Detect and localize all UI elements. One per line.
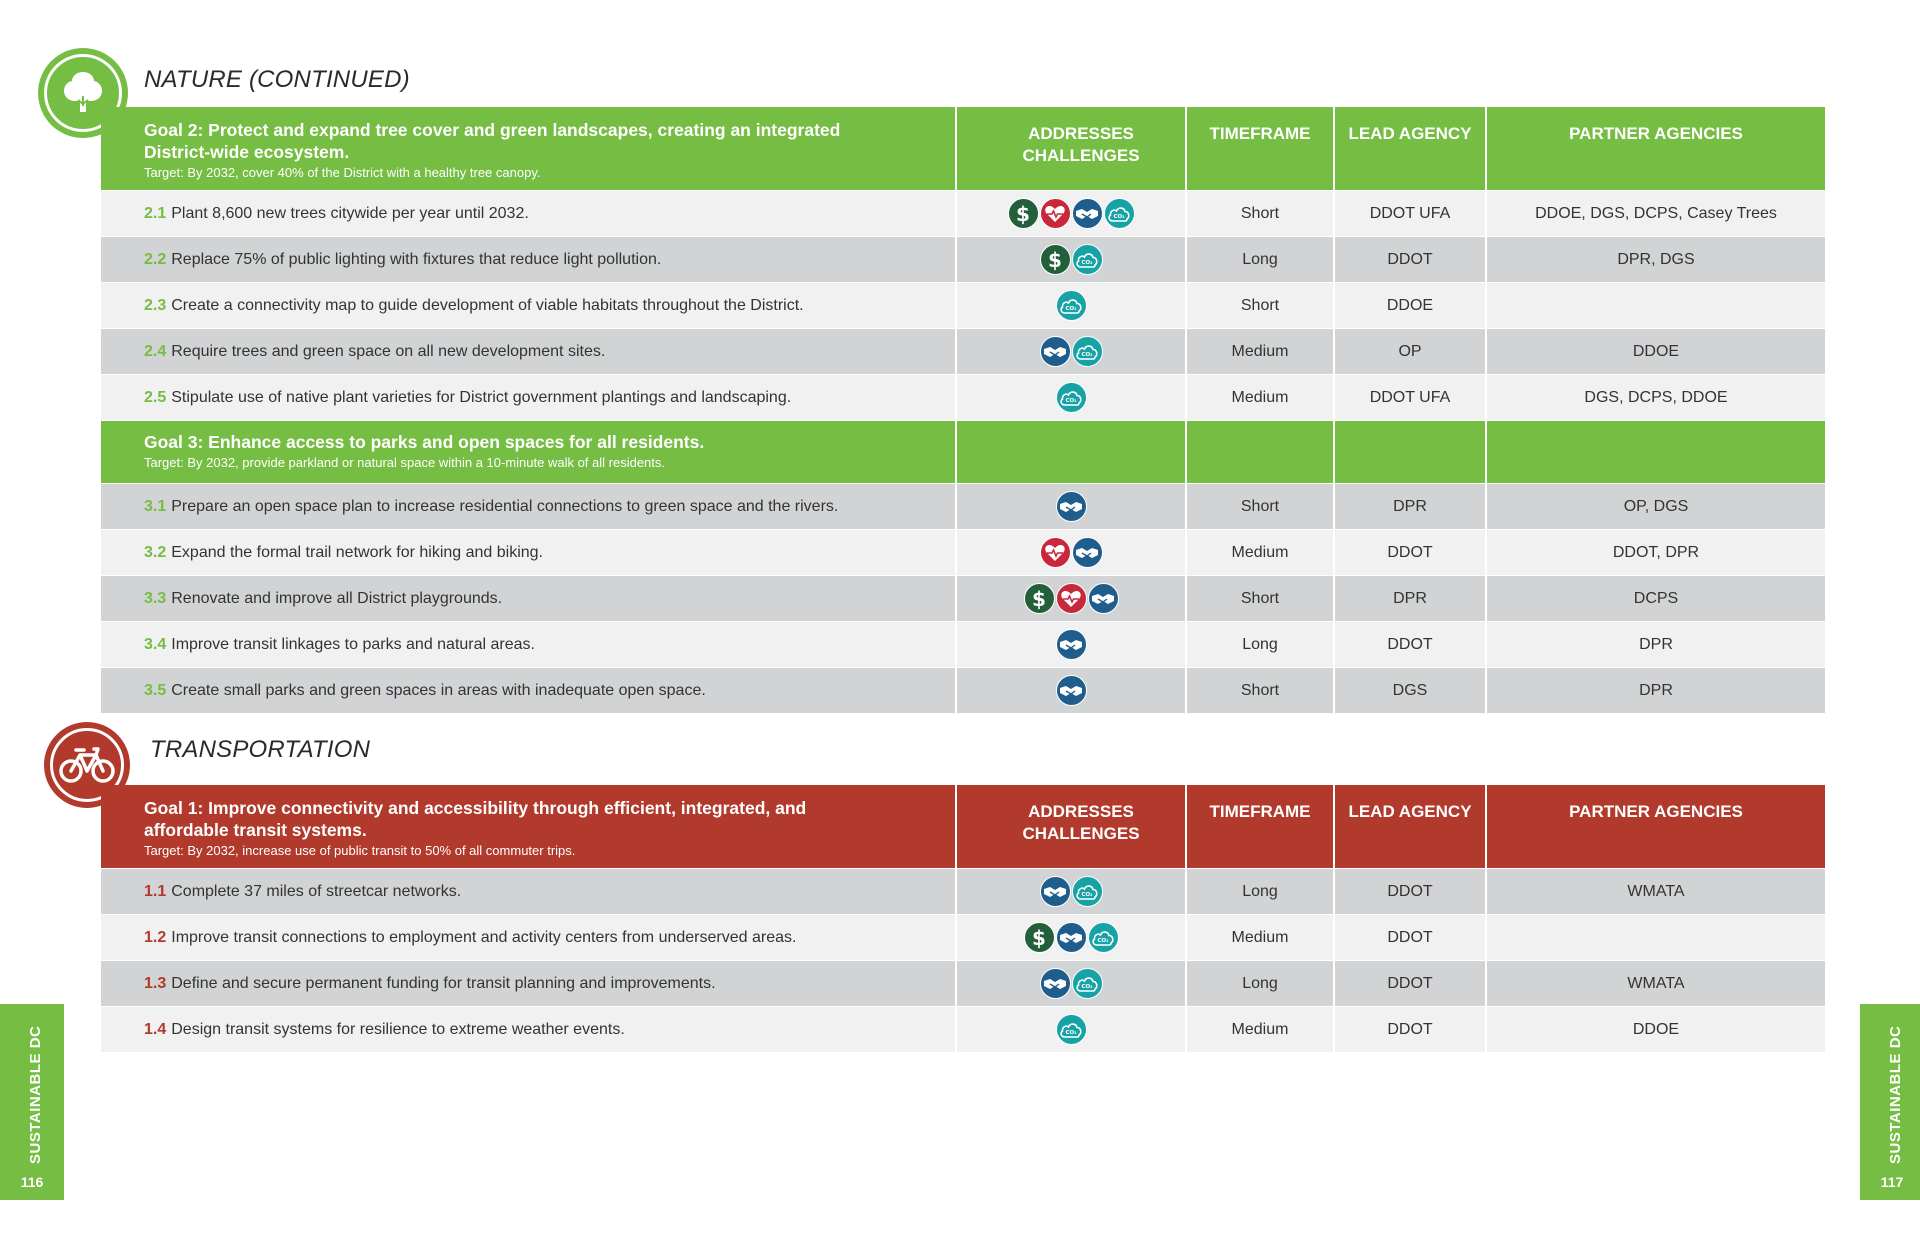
co2-cloud-icon bbox=[1088, 922, 1119, 953]
svg-text:CO₂: CO₂ bbox=[1065, 397, 1077, 404]
right-tab-label: SUSTAINABLE DC bbox=[1887, 1025, 1904, 1164]
table-row bbox=[101, 960, 1825, 1006]
co2-cloud-icon bbox=[1072, 244, 1103, 275]
goal3-header bbox=[101, 420, 1825, 483]
timeframe-cell: Short bbox=[1187, 191, 1335, 236]
action-text-cell bbox=[101, 668, 957, 713]
lead-agency-cell: DPR bbox=[1335, 576, 1487, 621]
challenges-icons-cell bbox=[957, 576, 1187, 621]
dollar-icon bbox=[1024, 583, 1055, 614]
action-text: Replace 75% of public lighting with fixtures that reduce light pollution. bbox=[171, 250, 662, 268]
goal3-rows bbox=[101, 483, 1825, 713]
action-number: 1.2 bbox=[144, 928, 167, 946]
svg-text:CO₂: CO₂ bbox=[1081, 259, 1093, 266]
timeframe-cell: Medium bbox=[1187, 1007, 1335, 1052]
transportation-goal1-table bbox=[101, 785, 1825, 1052]
action-text: Stipulate use of native plant varieties for District government plantings and landscaping. bbox=[171, 388, 792, 406]
co2-cloud-icon bbox=[1072, 876, 1103, 907]
action-text-cell bbox=[101, 530, 957, 575]
timeframe-cell: Medium bbox=[1187, 329, 1335, 374]
goal3-target: Target: By 2032, provide parkland or natural space within a 10-minute walk of all residents. bbox=[144, 455, 666, 470]
goal2-rows bbox=[101, 190, 1825, 420]
action-text: Create a connectivity map to guide development of viable habitats throughout the District. bbox=[171, 296, 804, 314]
dollar-icon bbox=[1024, 922, 1055, 953]
transport-goal1-title: Goal 1: Improve connectivity and accessibility through efficient, integrated, and affordable transit systems. bbox=[144, 798, 807, 840]
svg-text:CO₂: CO₂ bbox=[1113, 213, 1125, 220]
col-partner-agencies: PARTNER AGENCIES bbox=[1569, 124, 1743, 143]
table-row bbox=[101, 483, 1825, 529]
col-lead-agency: LEAD AGENCY bbox=[1335, 107, 1487, 190]
svg-text:CO₂: CO₂ bbox=[1065, 305, 1077, 312]
lead-agency-cell: DDOT bbox=[1335, 869, 1487, 914]
action-text-cell bbox=[101, 622, 957, 667]
co2-cloud-icon bbox=[1056, 1014, 1087, 1045]
goal3-empty-lead bbox=[1335, 421, 1487, 483]
transport-goal1-header bbox=[101, 785, 1825, 868]
action-text: Require trees and green space on all new development sites. bbox=[171, 342, 606, 360]
timeframe-cell: Medium bbox=[1187, 530, 1335, 575]
action-text: Define and secure permanent funding for transit planning and improvements. bbox=[171, 974, 716, 992]
goal3-title: Goal 3: Enhance access to parks and open spaces for all residents. bbox=[144, 432, 705, 452]
action-text-cell bbox=[101, 329, 957, 374]
action-number: 3.1 bbox=[144, 497, 167, 515]
challenges-icons-cell bbox=[957, 1007, 1187, 1052]
col-timeframe: TIMEFRAME bbox=[1187, 107, 1335, 190]
timeframe-cell: Long bbox=[1187, 961, 1335, 1006]
partner-agencies-cell bbox=[1487, 915, 1825, 960]
svg-text:$: $ bbox=[1048, 248, 1062, 271]
table-row bbox=[101, 328, 1825, 374]
goal3-empty-timeframe bbox=[1187, 421, 1335, 483]
action-text-cell bbox=[101, 869, 957, 914]
partner-agencies-cell: DPR, DGS bbox=[1617, 250, 1695, 268]
handshake-icon bbox=[1040, 336, 1071, 367]
challenges-icons-cell bbox=[957, 237, 1187, 282]
handshake-icon bbox=[1056, 922, 1087, 953]
lead-agency-cell: DDOT bbox=[1335, 915, 1487, 960]
svg-text:CO₂: CO₂ bbox=[1081, 891, 1093, 898]
action-text: Renovate and improve all District playgrounds. bbox=[171, 589, 503, 607]
action-number: 1.4 bbox=[144, 1020, 167, 1038]
col-lead-agency-transport: LEAD AGENCY bbox=[1335, 785, 1487, 868]
svg-text:CO₂: CO₂ bbox=[1081, 351, 1093, 358]
co2-cloud-icon bbox=[1072, 968, 1103, 999]
timeframe-cell: Long bbox=[1187, 622, 1335, 667]
action-number: 1.3 bbox=[144, 974, 167, 992]
action-text: Plant 8,600 new trees citywide per year until 2032. bbox=[171, 204, 529, 222]
challenges-icons-cell bbox=[957, 961, 1187, 1006]
action-text-cell bbox=[101, 191, 957, 236]
goal3-empty-partners bbox=[1487, 421, 1825, 483]
table-row bbox=[101, 190, 1825, 236]
timeframe-cell: Short bbox=[1187, 576, 1335, 621]
svg-text:CO₂: CO₂ bbox=[1081, 983, 1093, 990]
right-page-tab bbox=[1860, 1004, 1920, 1200]
action-text: Improve transit linkages to parks and natural areas. bbox=[171, 635, 535, 653]
dollar-icon bbox=[1008, 198, 1039, 229]
handshake-icon bbox=[1040, 876, 1071, 907]
svg-text:CO₂: CO₂ bbox=[1097, 937, 1109, 944]
table-row bbox=[101, 868, 1825, 914]
bicycle-icon bbox=[58, 745, 116, 785]
lead-agency-cell: DDOT bbox=[1335, 530, 1487, 575]
handshake-icon bbox=[1056, 491, 1087, 522]
partner-agencies-cell: WMATA bbox=[1627, 974, 1685, 992]
col-addresses-challenges-transport: ADDRESSES CHALLENGES bbox=[957, 785, 1187, 868]
svg-text:$: $ bbox=[1016, 202, 1030, 225]
action-number: 2.3 bbox=[144, 296, 167, 314]
table-row bbox=[101, 621, 1825, 667]
handshake-icon bbox=[1040, 968, 1071, 999]
action-number: 3.2 bbox=[144, 543, 167, 561]
lead-agency-cell: DDOT bbox=[1335, 1007, 1487, 1052]
action-text-cell bbox=[101, 961, 957, 1006]
goal2-target: Target: By 2032, cover 40% of the District with a healthy tree canopy. bbox=[144, 165, 541, 180]
action-text-cell bbox=[101, 915, 957, 960]
left-page-tab bbox=[0, 1004, 64, 1200]
dollar-icon bbox=[1040, 244, 1071, 275]
action-text: Expand the formal trail network for hiking and biking. bbox=[171, 543, 543, 561]
partner-agencies-cell: OP, DGS bbox=[1623, 497, 1689, 515]
challenges-icons-cell bbox=[957, 622, 1187, 667]
action-text: Create small parks and green spaces in areas with inadequate open space. bbox=[171, 681, 706, 699]
challenges-icons-cell bbox=[957, 329, 1187, 374]
goal2-title: Goal 2: Protect and expand tree cover and green landscapes, creating an integrated District-wide ecosystem. bbox=[144, 120, 841, 162]
goal2-header bbox=[101, 107, 1825, 190]
transport-goal1-target: Target: By 2032, increase use of public transit to 50% of all commuter trips. bbox=[144, 843, 576, 858]
goal3-cell bbox=[101, 421, 957, 483]
partner-agencies-cell: DPR bbox=[1639, 635, 1673, 653]
handshake-icon bbox=[1072, 198, 1103, 229]
action-text: Complete 37 miles of streetcar networks. bbox=[171, 882, 462, 900]
left-tab-label: SUSTAINABLE DC bbox=[27, 1025, 44, 1164]
table-row bbox=[101, 1006, 1825, 1052]
timeframe-cell: Short bbox=[1187, 484, 1335, 529]
col-timeframe-transport: TIMEFRAME bbox=[1187, 785, 1335, 868]
action-number: 2.4 bbox=[144, 342, 167, 360]
lead-agency-cell: DDOT bbox=[1335, 237, 1487, 282]
svg-text:$: $ bbox=[1032, 587, 1046, 610]
partner-agencies-cell: DPR bbox=[1639, 681, 1673, 699]
challenges-icons-cell bbox=[957, 375, 1187, 420]
co2-cloud-icon bbox=[1056, 382, 1087, 413]
handshake-icon bbox=[1056, 675, 1087, 706]
lead-agency-cell: DGS bbox=[1335, 668, 1487, 713]
right-page-number: 117 bbox=[1880, 1174, 1904, 1190]
nature-goal2-table bbox=[101, 107, 1825, 713]
action-text: Improve transit connections to employment and activity centers from underserved areas. bbox=[171, 928, 797, 946]
action-text-cell bbox=[101, 484, 957, 529]
co2-cloud-icon bbox=[1056, 290, 1087, 321]
timeframe-cell: Short bbox=[1187, 283, 1335, 328]
partner-agencies-cell bbox=[1487, 283, 1825, 328]
handshake-icon bbox=[1056, 629, 1087, 660]
section-title-transportation: TRANSPORTATION bbox=[150, 736, 371, 763]
action-number: 2.1 bbox=[144, 204, 167, 222]
table-row bbox=[101, 667, 1825, 713]
lead-agency-cell: DDOT bbox=[1335, 961, 1487, 1006]
lead-agency-cell: DDOT UFA bbox=[1335, 191, 1487, 236]
action-number: 3.3 bbox=[144, 589, 167, 607]
timeframe-cell: Long bbox=[1187, 869, 1335, 914]
lead-agency-cell: DDOT UFA bbox=[1335, 375, 1487, 420]
goal2-cell bbox=[101, 107, 957, 190]
action-text-cell bbox=[101, 237, 957, 282]
heart-pulse-icon bbox=[1040, 198, 1071, 229]
transport-goal1-cell bbox=[101, 785, 957, 868]
co2-cloud-icon bbox=[1072, 336, 1103, 367]
action-number: 1.1 bbox=[144, 882, 167, 900]
heart-pulse-icon bbox=[1040, 537, 1071, 568]
col-partner-agencies-transport: PARTNER AGENCIES bbox=[1569, 802, 1743, 821]
partner-agencies-cell: DDOE bbox=[1632, 1020, 1680, 1038]
lead-agency-cell: OP bbox=[1335, 329, 1487, 374]
action-text: Design transit systems for resilience to extreme weather events. bbox=[171, 1020, 625, 1038]
partner-agencies-cell: DGS, DCPS, DDOE bbox=[1584, 388, 1728, 406]
challenges-icons-cell bbox=[957, 869, 1187, 914]
partner-agencies-cell: WMATA bbox=[1627, 882, 1685, 900]
left-page-number: 116 bbox=[20, 1174, 44, 1190]
table-row bbox=[101, 529, 1825, 575]
action-text-cell bbox=[101, 1007, 957, 1052]
challenges-icons-cell bbox=[957, 530, 1187, 575]
action-number: 3.4 bbox=[144, 635, 167, 653]
transport-goal1-rows bbox=[101, 868, 1825, 1052]
challenges-icons-cell bbox=[957, 915, 1187, 960]
partner-agencies-cell: DDOE, DGS, DCPS, Casey Trees bbox=[1535, 204, 1777, 222]
table-row bbox=[101, 914, 1825, 960]
challenges-icons-cell bbox=[957, 668, 1187, 713]
table-row bbox=[101, 374, 1825, 420]
action-number: 2.2 bbox=[144, 250, 167, 268]
lead-agency-cell: DDOT bbox=[1335, 622, 1487, 667]
action-text-cell bbox=[101, 375, 957, 420]
action-number: 3.5 bbox=[144, 681, 167, 699]
action-number: 2.5 bbox=[144, 388, 167, 406]
svg-text:CO₂: CO₂ bbox=[1065, 1029, 1077, 1036]
partner-agencies-cell: DCPS bbox=[1633, 589, 1679, 607]
action-text-cell bbox=[101, 283, 957, 328]
handshake-icon bbox=[1088, 583, 1119, 614]
lead-agency-cell: DDOE bbox=[1335, 283, 1487, 328]
lead-agency-cell: DPR bbox=[1335, 484, 1487, 529]
timeframe-cell: Short bbox=[1187, 668, 1335, 713]
action-text-cell bbox=[101, 576, 957, 621]
table-row bbox=[101, 575, 1825, 621]
co2-cloud-icon bbox=[1104, 198, 1135, 229]
goal3-empty-addresses bbox=[957, 421, 1187, 483]
challenges-icons-cell bbox=[957, 191, 1187, 236]
handshake-icon bbox=[1072, 537, 1103, 568]
table-row bbox=[101, 282, 1825, 328]
challenges-icons-cell bbox=[957, 484, 1187, 529]
col-addresses-challenges: ADDRESSES CHALLENGES bbox=[957, 107, 1187, 190]
partner-agencies-cell: DDOT, DPR bbox=[1612, 543, 1700, 561]
partner-agencies-cell: DDOE bbox=[1632, 342, 1680, 360]
table-row bbox=[101, 236, 1825, 282]
challenges-icons-cell bbox=[957, 283, 1187, 328]
svg-text:$: $ bbox=[1032, 926, 1046, 949]
section-title-nature: NATURE (CONTINUED) bbox=[144, 66, 410, 93]
action-text: Prepare an open space plan to increase residential connections to green space and the rivers. bbox=[171, 497, 839, 515]
heart-pulse-icon bbox=[1056, 583, 1087, 614]
timeframe-cell: Medium bbox=[1187, 375, 1335, 420]
timeframe-cell: Medium bbox=[1187, 915, 1335, 960]
timeframe-cell: Long bbox=[1187, 237, 1335, 282]
